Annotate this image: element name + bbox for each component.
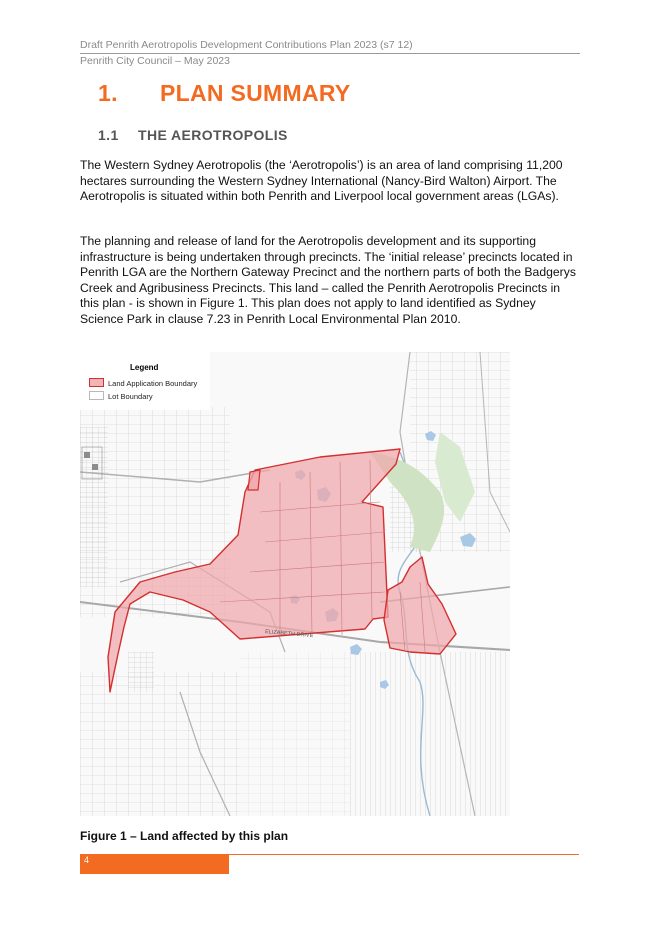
footer-rule bbox=[229, 854, 579, 855]
building bbox=[84, 452, 90, 458]
lots-southwest bbox=[80, 672, 240, 816]
header-divider bbox=[80, 53, 580, 54]
lots-town bbox=[128, 652, 154, 692]
lots-south bbox=[240, 652, 350, 816]
section-number: 1. bbox=[98, 80, 118, 106]
map-legend bbox=[80, 352, 210, 410]
body-paragraph-1: The Western Sydney Aerotropolis (the ‘Aerotropolis’) is an area of land comprising 11,200 hectares surrounding the Western Sydney International (Nancy-Bird Walton) Airport. The Aerotropolis is situated within both Penrith and Liverpool local government areas (LGAs). bbox=[80, 158, 563, 203]
page-number: 4 bbox=[84, 855, 90, 865]
legend-item-land-application-boundary bbox=[89, 378, 197, 388]
legend-swatch-grey bbox=[89, 391, 104, 400]
legend-label: Lot Boundary bbox=[108, 392, 153, 401]
running-header-subtitle: Penrith City Council – May 2023 bbox=[80, 55, 230, 67]
legend-swatch-red bbox=[89, 378, 104, 387]
subsection-number: 1.1 bbox=[98, 127, 119, 143]
subsection-title: THE AEROTROPOLIS bbox=[138, 127, 288, 143]
body-paragraph-2: The planning and release of land for the Aerotropolis development and its supporting infrastructure is being undertaken through precincts. The ‘initial release’ precincts located in Penrith LGA are the Northern Gateway Precinct and the northern parts of both the Badgerys Creek and Agribusiness Precincts. This land – called the Penrith Aerotropolis Precincts in this plan - is shown in Figure 1. This plan does not apply to land identified as Sydney Science Park in clause 7.23 in Penrith Local Environmental Plan 2010. bbox=[80, 234, 576, 326]
legend-title: Legend bbox=[130, 363, 159, 372]
lots-west-dense bbox=[80, 427, 108, 587]
section-title: PLAN SUMMARY bbox=[160, 80, 351, 106]
land-application-map bbox=[80, 352, 510, 816]
figure-caption: Figure 1 – Land affected by this plan bbox=[80, 829, 289, 843]
building bbox=[92, 464, 98, 470]
subsection-heading bbox=[98, 127, 288, 143]
legend-label: Land Application Boundary bbox=[108, 379, 198, 388]
map-graphic bbox=[80, 352, 510, 816]
lots-southeast bbox=[350, 652, 510, 816]
section-heading bbox=[98, 80, 351, 107]
footer-page-tab bbox=[80, 854, 229, 874]
land-application-boundary-strip bbox=[248, 470, 260, 490]
road-label-elizabeth-drive: ELIZABETH DRIVE bbox=[264, 629, 314, 640]
legend-item-lot-boundary bbox=[89, 391, 153, 401]
running-header-title: Draft Penrith Aerotropolis Development Contributions Plan 2023 (s7 12) bbox=[80, 39, 413, 51]
